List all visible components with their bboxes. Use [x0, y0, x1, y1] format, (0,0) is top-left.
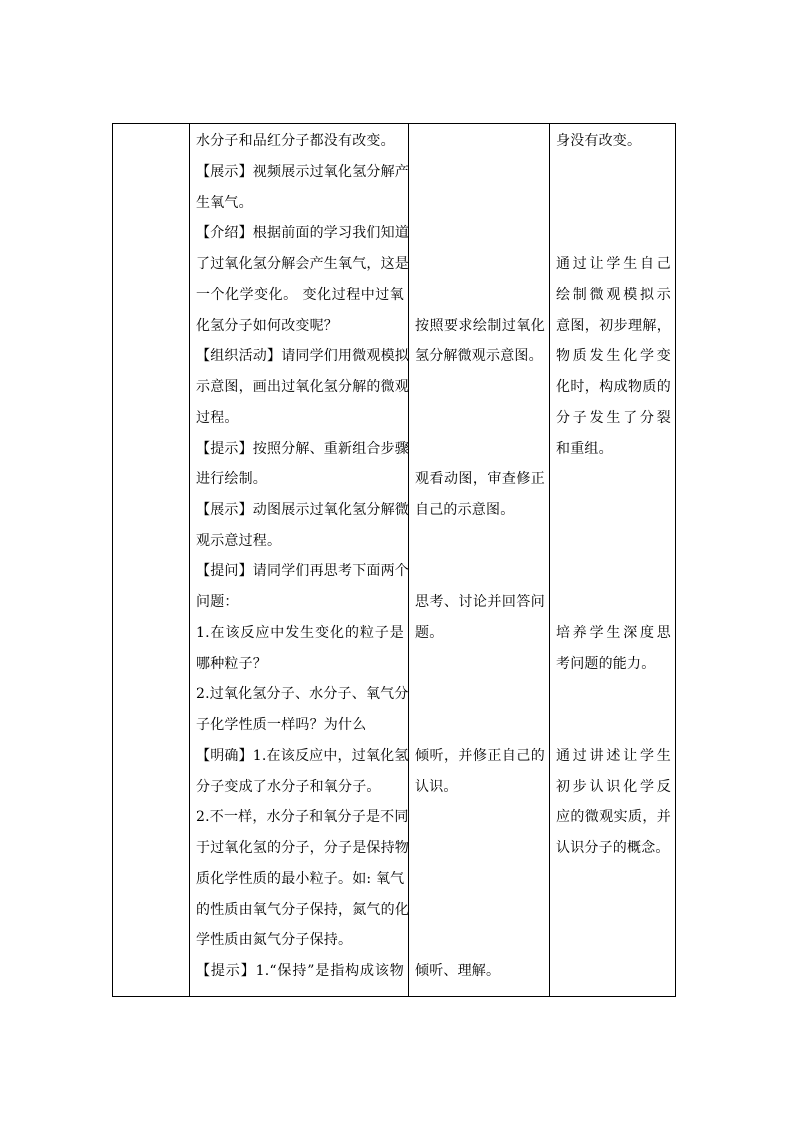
text-line: 分子变成了水分子和氧分子。 [196, 779, 381, 795]
stage-cell [113, 124, 190, 997]
text-line: 【明确】1.在该反应中，过氧化氢 [196, 748, 409, 764]
text-line: 观看动图，审查修正 [415, 471, 545, 487]
text-line: 【展示】视频展示过氧化氢分解产 [196, 164, 409, 180]
text-line: 【展示】动图展示过氧化氢分解微 [196, 502, 409, 518]
teacher-activity-cell [190, 124, 409, 997]
text-line: 化时，构成物质的 [556, 379, 671, 395]
text-line: 子化学性质一样吗？为什么 [196, 717, 367, 733]
table-row [113, 124, 676, 997]
text-line: 倾听，并修正自己的 [415, 748, 545, 764]
text-line: 初步认识化学反 [556, 779, 671, 795]
lesson-table [112, 123, 676, 997]
text-line: 于过氧化氢的分子，分子是保持物 [196, 840, 409, 856]
text-line: 学性质由氮气分子保持。 [196, 932, 353, 948]
text-line: 认识分子的概念。 [556, 840, 670, 856]
text-line: 的性质由氧气分子保持，氮气的化 [196, 902, 409, 918]
text-line: 考问题的能力。 [556, 656, 656, 672]
text-line: 2.不一样，水分子和氧分子是不同 [196, 809, 409, 825]
text-line: 物质发生化学变 [556, 348, 671, 364]
text-line: 认识。 [415, 779, 458, 795]
text-line: 2.过氧化氢分子、水分子、氧气分 [196, 686, 409, 702]
text-line: 示意图，画出过氧化氢分解的微观 [196, 379, 409, 395]
text-line: 倾听、理解。 [415, 963, 501, 979]
text-line: 培养学生深度思 [556, 625, 671, 641]
text-line: 分子发生了分裂 [556, 410, 671, 426]
text-line: 通过讲述让学生 [556, 748, 671, 764]
text-line: 【提问】请同学们再思考下面两个 [196, 563, 409, 579]
design-intent-cell [550, 124, 676, 997]
text-line: 题。 [415, 625, 444, 641]
text-line: 观示意过程。 [196, 533, 282, 549]
text-line: 进行绘制。 [196, 471, 267, 487]
text-line: 身没有改变。 [556, 133, 642, 149]
text-line: 按照要求绘制过氧化 [415, 318, 545, 334]
text-line: 氢分解微观示意图。 [415, 348, 543, 364]
text-line: 水分子和品红分子都没有改变。 [196, 133, 395, 149]
text-line: 通过让学生自己 [556, 256, 671, 272]
text-line: 【组织活动】请同学们用微观模拟 [196, 348, 409, 364]
text-line: 哪种粒子？ [196, 656, 267, 672]
text-line: 了过氧化氢分解会产生氧气，这是 [196, 256, 409, 272]
text-line: 【介绍】根据前面的学习我们知道 [196, 225, 409, 241]
text-line: 绘制微观模拟示 [556, 287, 671, 303]
text-line: 生氧气。 [196, 195, 253, 211]
text-line: 一个化学变化。 变化过程中过氧 [196, 287, 404, 303]
student-activity-cell [409, 124, 550, 997]
text-line: 化氢分子如何改变呢？ [196, 318, 338, 334]
text-line: 质化学性质的最小粒子。如: 氧气 [196, 871, 405, 887]
text-line: 过程。 [196, 410, 239, 426]
text-line: 自己的示意图。 [415, 502, 515, 518]
text-line: 【提示】1.“保持”是指构成该物 [196, 963, 404, 979]
text-line: 和重组。 [556, 441, 613, 457]
text-line: 意图，初步理解， [556, 318, 671, 334]
text-line: 问题： [196, 594, 239, 610]
text-line: 应的微观实质，并 [556, 809, 671, 825]
text-line: 【提示】按照分解、重新组合步骤 [196, 441, 409, 457]
text-line: 思考、讨论并回答问 [415, 594, 545, 610]
text-line: 1.在该反应中发生变化的粒子是 [196, 625, 404, 641]
